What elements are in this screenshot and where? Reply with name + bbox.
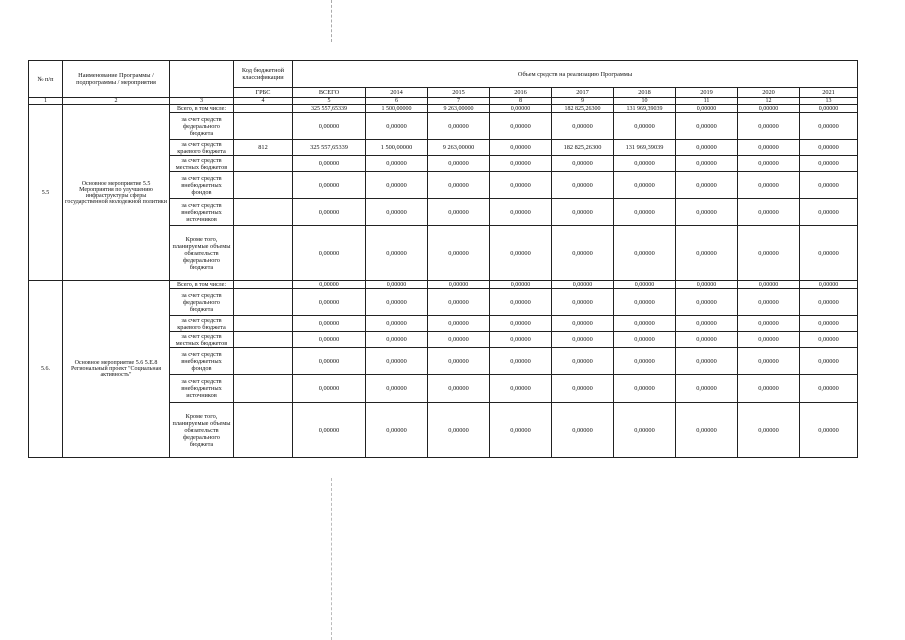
funding-source: за счет средств федерального бюджета [170,289,234,316]
amount-cell: 0,00000 [428,113,490,140]
amount-cell: 1 500,00000 [366,140,428,156]
amount-cell: 325 557,65339 [293,105,366,113]
amount-cell: 0,00000 [738,113,800,140]
amount-cell: 0,00000 [738,375,800,403]
amount-cell: 0,00000 [490,289,552,316]
amount-cell: 0,00000 [428,332,490,348]
amount-cell: 0,00000 [366,226,428,281]
amount-cell: 0,00000 [490,375,552,403]
grbs-code [234,156,293,172]
header-year-2016: 2016 [490,88,552,98]
amount-cell: 0,00000 [552,281,614,289]
amount-cell: 0,00000 [490,113,552,140]
header-row-1 [29,61,858,88]
amount-cell: 0,00000 [676,172,738,199]
funding-source: за счет средств внебюджетных источников [170,199,234,226]
section-number: 5.5 [29,105,63,281]
amount-cell: 0,00000 [738,172,800,199]
funding-source: за счет средств краевого бюджета [170,316,234,332]
amount-cell: 0,00000 [676,281,738,289]
grbs-code [234,403,293,458]
amount-cell: 1 500,00000 [366,105,428,113]
amount-cell: 0,00000 [552,375,614,403]
amount-cell: 0,00000 [293,375,366,403]
amount-cell: 0,00000 [366,403,428,458]
funding-source: Всего, в том числе: [170,281,234,289]
amount-cell: 0,00000 [738,226,800,281]
amount-cell: 0,00000 [490,281,552,289]
amount-cell: 0,00000 [366,172,428,199]
grbs-code [234,172,293,199]
amount-cell: 0,00000 [676,375,738,403]
amount-cell: 0,00000 [366,375,428,403]
amount-cell: 0,00000 [366,281,428,289]
amount-cell: 182 825,26300 [552,140,614,156]
column-number: 13 [800,98,858,105]
amount-cell: 0,00000 [676,289,738,316]
amount-cell: 0,00000 [428,281,490,289]
amount-cell: 325 557,65339 [293,140,366,156]
amount-cell: 0,00000 [490,199,552,226]
amount-cell: 0,00000 [800,348,858,375]
funding-source: за счет средств внебюджетных источников [170,375,234,403]
funding-source: за счет средств федерального бюджета [170,113,234,140]
grbs-code [234,375,293,403]
amount-cell: 0,00000 [428,316,490,332]
header-year-2020: 2020 [738,88,800,98]
amount-cell: 0,00000 [614,226,676,281]
header-year-2014: 2014 [366,88,428,98]
amount-cell: 0,00000 [614,348,676,375]
header-total: ВСЕГО [293,88,366,98]
amount-cell: 0,00000 [490,348,552,375]
amount-cell: 0,00000 [490,156,552,172]
amount-cell: 0,00000 [428,199,490,226]
funding-source: за счет средств местных бюджетов [170,332,234,348]
amount-cell: 0,00000 [800,105,858,113]
amount-cell: 0,00000 [738,156,800,172]
amount-cell: 0,00000 [428,403,490,458]
amount-cell: 0,00000 [366,316,428,332]
column-number: 1 [29,98,63,105]
budget-table [28,60,858,458]
amount-cell: 0,00000 [552,403,614,458]
amount-cell: 131 969,39039 [614,105,676,113]
amount-cell: 0,00000 [676,140,738,156]
amount-cell: 0,00000 [738,281,800,289]
amount-cell: 0,00000 [552,289,614,316]
amount-cell: 0,00000 [366,156,428,172]
amount-cell: 0,00000 [490,316,552,332]
amount-cell: 0,00000 [428,289,490,316]
amount-cell: 0,00000 [552,226,614,281]
funding-source: за счет средств местных бюджетов [170,156,234,172]
grbs-code [234,281,293,289]
funding-source: за счет средств краевого бюджета [170,140,234,156]
amount-cell: 0,00000 [800,226,858,281]
amount-cell: 0,00000 [676,113,738,140]
section-name: Основное мероприятие 5.6 5.Е.8 Региональный проект "Социальная активность" [63,281,170,458]
header-no: № п/п [29,61,63,98]
section-number: 5.6. [29,281,63,458]
amount-cell: 0,00000 [614,113,676,140]
grbs-code [234,332,293,348]
amount-cell: 0,00000 [552,156,614,172]
amount-cell: 0,00000 [800,156,858,172]
amount-cell: 0,00000 [738,348,800,375]
amount-cell: 0,00000 [293,316,366,332]
header-year-2018: 2018 [614,88,676,98]
amount-cell: 0,00000 [738,140,800,156]
amount-cell: 0,00000 [800,172,858,199]
amount-cell: 0,00000 [614,172,676,199]
amount-cell: 0,00000 [490,403,552,458]
funding-source: Всего, в том числе: [170,105,234,113]
amount-cell: 0,00000 [614,289,676,316]
header-grbs: ГРБС [234,88,293,98]
amount-cell: 0,00000 [676,105,738,113]
amount-cell: 0,00000 [293,156,366,172]
header-year-2021: 2021 [800,88,858,98]
table-row [29,281,858,289]
amount-cell: 0,00000 [490,226,552,281]
header-source-blank [170,61,234,98]
amount-cell: 0,00000 [676,156,738,172]
amount-cell: 0,00000 [490,332,552,348]
amount-cell: 0,00000 [800,332,858,348]
amount-cell: 0,00000 [293,403,366,458]
amount-cell: 0,00000 [366,199,428,226]
amount-cell: 0,00000 [800,289,858,316]
amount-cell: 0,00000 [366,332,428,348]
amount-cell: 0,00000 [552,316,614,332]
amount-cell: 0,00000 [738,289,800,316]
section-name: Основное мероприятие 5.5 Мероприятия по улучшению инфраструктуры сферы государственной молодежной политики [63,105,170,281]
amount-cell: 0,00000 [676,226,738,281]
amount-cell: 0,00000 [614,316,676,332]
fold-line-bottom [331,478,333,640]
amount-cell: 0,00000 [293,226,366,281]
amount-cell: 0,00000 [428,156,490,172]
amount-cell: 0,00000 [552,113,614,140]
table-row [29,105,858,113]
amount-cell: 131 969,39039 [614,140,676,156]
amount-cell: 0,00000 [428,348,490,375]
amount-cell: 0,00000 [800,199,858,226]
column-number: 9 [552,98,614,105]
amount-cell: 0,00000 [366,289,428,316]
amount-cell: 0,00000 [676,403,738,458]
amount-cell: 0,00000 [552,332,614,348]
header-name: Наименование Программы / подпрограммы / мероприятия [63,61,170,98]
amount-cell: 0,00000 [614,199,676,226]
amount-cell: 0,00000 [800,316,858,332]
amount-cell: 0,00000 [428,172,490,199]
amount-cell: 0,00000 [676,199,738,226]
grbs-code [234,226,293,281]
amount-cell: 182 825,26300 [552,105,614,113]
amount-cell: 0,00000 [738,332,800,348]
amount-cell: 0,00000 [676,348,738,375]
header-year-2017: 2017 [552,88,614,98]
header-code: Код бюджетной классификации [234,61,293,88]
amount-cell: 0,00000 [552,199,614,226]
grbs-code [234,289,293,316]
amount-cell: 0,00000 [366,348,428,375]
amount-cell: 0,00000 [738,403,800,458]
amount-cell: 0,00000 [800,403,858,458]
grbs-code [234,113,293,140]
amount-cell: 0,00000 [490,172,552,199]
amount-cell: 0,00000 [490,140,552,156]
grbs-code [234,316,293,332]
grbs-code: 812 [234,140,293,156]
amount-cell: 0,00000 [800,281,858,289]
amount-cell: 0,00000 [366,113,428,140]
column-number-row [29,98,858,105]
amount-cell: 0,00000 [293,289,366,316]
column-number: 2 [63,98,170,105]
amount-cell: 0,00000 [800,375,858,403]
amount-cell: 0,00000 [614,403,676,458]
column-number: 7 [428,98,490,105]
amount-cell: 0,00000 [738,105,800,113]
amount-cell: 0,00000 [490,105,552,113]
amount-cell: 9 263,00000 [428,105,490,113]
amount-cell: 9 263,00000 [428,140,490,156]
amount-cell: 0,00000 [800,140,858,156]
amount-cell: 0,00000 [428,226,490,281]
column-number: 12 [738,98,800,105]
amount-cell: 0,00000 [614,281,676,289]
grbs-code [234,348,293,375]
grbs-code [234,105,293,113]
amount-cell: 0,00000 [293,199,366,226]
amount-cell: 0,00000 [738,199,800,226]
amount-cell: 0,00000 [614,156,676,172]
header-year-2019: 2019 [676,88,738,98]
amount-cell: 0,00000 [552,172,614,199]
amount-cell: 0,00000 [614,332,676,348]
funding-source: за счет средств внебюджетных фондов [170,172,234,199]
column-number: 11 [676,98,738,105]
amount-cell: 0,00000 [293,348,366,375]
funding-source: за счет средств внебюджетных фондов [170,348,234,375]
amount-cell: 0,00000 [676,332,738,348]
amount-cell: 0,00000 [293,113,366,140]
column-number: 4 [234,98,293,105]
header-volume: Объем средств на реализацию Программы [293,61,858,88]
header-year-2015: 2015 [428,88,490,98]
amount-cell: 0,00000 [738,316,800,332]
funding-source: Кроме того, планируемые объемы обязательств федерального бюджета [170,226,234,281]
column-number: 10 [614,98,676,105]
amount-cell: 0,00000 [800,113,858,140]
column-number: 3 [170,98,234,105]
column-number: 8 [490,98,552,105]
fold-line-top [331,0,333,42]
amount-cell: 0,00000 [614,375,676,403]
column-number: 5 [293,98,366,105]
amount-cell: 0,00000 [428,375,490,403]
amount-cell: 0,00000 [676,316,738,332]
amount-cell: 0,00000 [293,281,366,289]
funding-source: Кроме того, планируемые объемы обязательств федерального бюджета [170,403,234,458]
amount-cell: 0,00000 [552,348,614,375]
grbs-code [234,199,293,226]
amount-cell: 0,00000 [293,172,366,199]
amount-cell: 0,00000 [293,332,366,348]
column-number: 6 [366,98,428,105]
